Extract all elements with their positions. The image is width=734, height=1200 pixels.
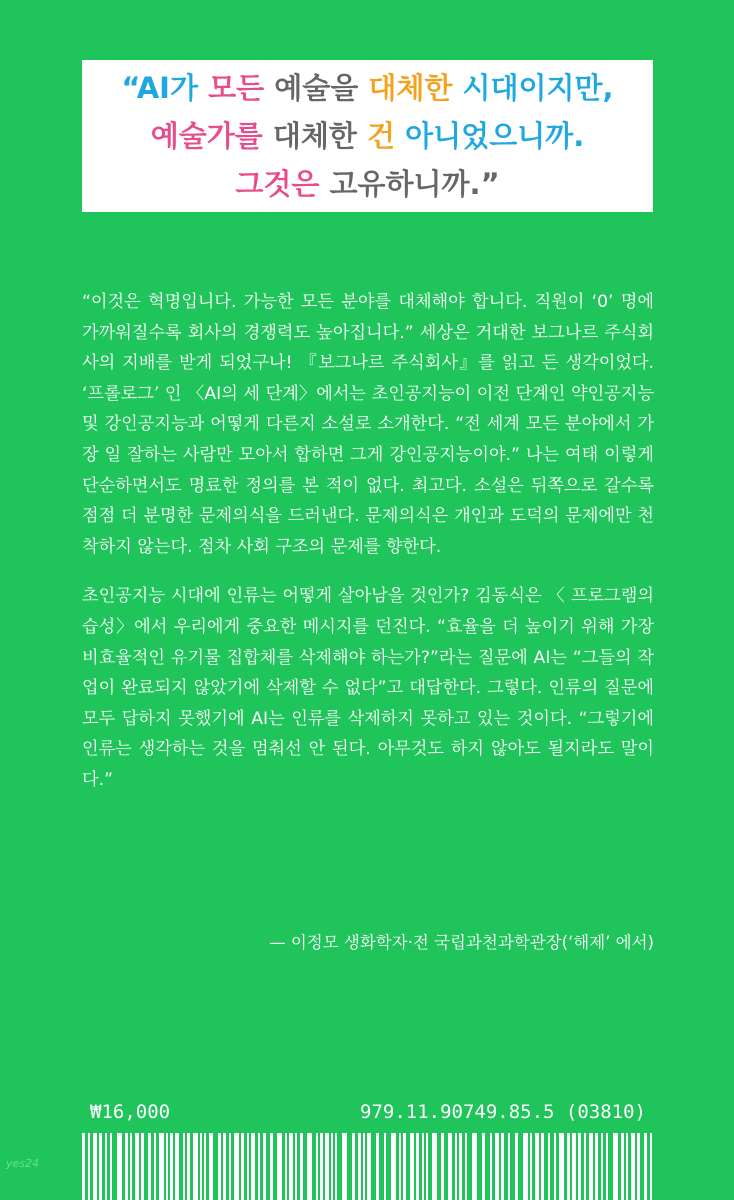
barcode-bar (170, 1133, 173, 1200)
barcode-bar (384, 1133, 386, 1200)
barcode-bar (241, 1133, 244, 1200)
barcode-bar (307, 1133, 312, 1200)
barcode-bar (141, 1133, 144, 1200)
barcode-bar (93, 1133, 97, 1200)
barcode-bar (515, 1133, 518, 1200)
barcode-bar (601, 1133, 603, 1200)
barcode-bar (441, 1133, 444, 1200)
barcode-bar (159, 1133, 164, 1200)
barcode-bar (300, 1133, 303, 1200)
barcode-bar (223, 1133, 226, 1200)
barcode-bar (234, 1133, 239, 1200)
barcode-bar (358, 1133, 361, 1200)
barcode-bar (270, 1133, 273, 1200)
barcode-bar (567, 1133, 570, 1200)
quote-segment: 예술을 (274, 71, 369, 105)
barcode-bar (495, 1133, 499, 1200)
quote-segment: 건 (367, 119, 406, 153)
barcode-bar (88, 1133, 90, 1200)
barcode-bar (331, 1133, 333, 1200)
quote-line-3 (235, 160, 499, 208)
barcode-bar (465, 1133, 467, 1200)
barcode-bar (455, 1133, 457, 1200)
barcode-bar (595, 1133, 598, 1200)
quote-segment: 대체한 (272, 119, 368, 153)
barcode-bar (316, 1133, 318, 1200)
price-label: ₩16,000 (90, 1101, 171, 1123)
barcode-bar (183, 1133, 185, 1200)
barcode-bar (472, 1133, 477, 1200)
barcode-bar (391, 1133, 396, 1200)
barcode-bar (410, 1133, 414, 1200)
barcode-bar (535, 1133, 539, 1200)
barcode-bar (422, 1133, 424, 1200)
barcode-bar (325, 1133, 329, 1200)
barcode-bar (117, 1133, 122, 1200)
barcode-bar (187, 1133, 190, 1200)
barcode-bar (148, 1133, 151, 1200)
barcode-bar (285, 1133, 287, 1200)
barcode-bar (448, 1133, 452, 1200)
barcode-bar (352, 1133, 355, 1200)
barcode-bar (650, 1133, 652, 1200)
barcode-bar (258, 1133, 260, 1200)
isbn-label: 979.11.90749.85.5 (03810) (360, 1101, 646, 1123)
barcode-bar (578, 1133, 581, 1200)
barcode-bar (367, 1133, 371, 1200)
barcode-bar (289, 1133, 293, 1200)
quote-segment: 그것은 (235, 167, 330, 201)
barcode-bar (501, 1133, 504, 1200)
quote-segment: 시대이지만, (462, 71, 614, 105)
quote-line-1 (121, 64, 613, 112)
quote-segment: 예술가를 (150, 119, 273, 153)
barcode-bar (166, 1133, 168, 1200)
barcode-bar (459, 1133, 462, 1200)
quote-segment: 아니었으니까. (405, 119, 585, 153)
barcode-bar (403, 1133, 406, 1200)
barcode-bar (376, 1133, 379, 1200)
barcode-bar (82, 1133, 85, 1200)
barcode-bar (530, 1133, 532, 1200)
barcode-bar (613, 1133, 618, 1200)
barcode-bar (204, 1133, 206, 1200)
quote-box (82, 60, 653, 212)
watermark: yes24 (6, 1157, 40, 1170)
barcode-bar (130, 1133, 132, 1200)
barcode-bar (335, 1133, 337, 1200)
quote-segment: 고유하니까.” (329, 167, 500, 201)
barcode-bar (626, 1133, 628, 1200)
barcode-bar (432, 1133, 437, 1200)
barcode-bar (508, 1133, 510, 1200)
barcode-bar (342, 1133, 347, 1200)
barcode-bar (247, 1133, 249, 1200)
barcode-bar (490, 1133, 492, 1200)
barcode-bar (637, 1133, 640, 1200)
barcode-bar (175, 1133, 179, 1200)
quote-segment: “AI가 (121, 71, 209, 105)
review-text (82, 287, 654, 796)
quote-segment: 대체한 (368, 71, 463, 105)
barcode-bar (584, 1133, 586, 1200)
barcode-bar (606, 1133, 608, 1200)
review-attribution: — 이정모 생화학자·전 국립과천과학관장(‘해제’ 에서) (269, 933, 654, 952)
barcode-bar (251, 1133, 255, 1200)
barcode-bar (426, 1133, 428, 1200)
barcode-bar (125, 1133, 128, 1200)
review-paragraph-2: 초인공지능 시대에 인류는 어떻게 살아남을 것인가? 김동식은 〈 프로그램의 습성〉에서 우리에게 중요한 메시지를 던진다. “효율을 더 높이기 위해 가장 비효율적인 유기물 집합체를 삭제해야 하는가?”라는 질문에 AI는 “그들의 작업이 완료되지 않았기에 삭제할 수 없다”고 대답한다. 그렇다. 인류의 질문에 모두 답하지 못했기에 AI는 인류를 삭제하지 못하고 있는 것이다. “그렇기에 인류는 생각하는 것을 멈춰선 안 된다. 아무것도 하지 않아도 될지라도 말이다.” (82, 586, 654, 790)
barcode-bar (416, 1133, 419, 1200)
barcode-bar (548, 1133, 550, 1200)
barcode-bar (572, 1133, 576, 1200)
barcode-bar (523, 1133, 528, 1200)
barcode-bar (644, 1133, 647, 1200)
barcode-bar (105, 1133, 107, 1200)
barcode-bar (154, 1133, 156, 1200)
barcode-bar (229, 1133, 231, 1200)
barcode-bar (193, 1133, 198, 1200)
barcode-bar (209, 1133, 213, 1200)
barcode-bar (218, 1133, 221, 1200)
barcode-bar (541, 1133, 544, 1200)
quote-segment: 모든 (208, 71, 275, 105)
barcode-bar (110, 1133, 112, 1200)
barcode-bar (135, 1133, 139, 1200)
barcode-bar (482, 1133, 485, 1200)
barcode-bar (295, 1133, 297, 1200)
review-paragraph-1: “이것은 혁명입니다. 가능한 모든 분야를 대체해야 합니다. 직원이 ‘0’ 명에 가까워질수록 회사의 경쟁력도 높아집니다.” 세상은 거대한 보그나르 주식회사의 지배를 받게 되었구나! 『보그나르 주식회사』를 읽고 든 생각이었다. ‘프롤로그’ 인 〈AI의 세 단계〉에서는 초인공지능이 이전 단계인 약인공지능 및 강인공지능과 어떻게 다른지 소설로 소개한다. “전 세계 모든 분야에서 가장 일 잘하는 사람만 모아서 합하면 그게 강인공지능이야.” 나는 여태 이렇게 단순하면서도 명료한 정의를 본 적이 없다. 최고다. 소설은 뒤쪽으로 갈수록 점점 더 분명한 문제의식을 드러낸다. 문제의식은 개인과 도덕의 문제에만 천착하지 않는다. 점차 사회 구조의 문제를 향한다. (82, 292, 654, 557)
barcode-bar (399, 1133, 401, 1200)
barcode-bar (363, 1133, 365, 1200)
barcode-bar (631, 1133, 635, 1200)
barcode-bar (263, 1133, 266, 1200)
barcode-bar (621, 1133, 624, 1200)
barcode-bar (589, 1133, 593, 1200)
barcode (82, 1133, 654, 1200)
quote-line-2 (151, 112, 585, 160)
barcode-bar (554, 1133, 556, 1200)
barcode-bar (99, 1133, 102, 1200)
barcode-bar (320, 1133, 323, 1200)
barcode-bar (277, 1133, 282, 1200)
barcode-bar (200, 1133, 202, 1200)
barcode-bar (559, 1133, 564, 1200)
